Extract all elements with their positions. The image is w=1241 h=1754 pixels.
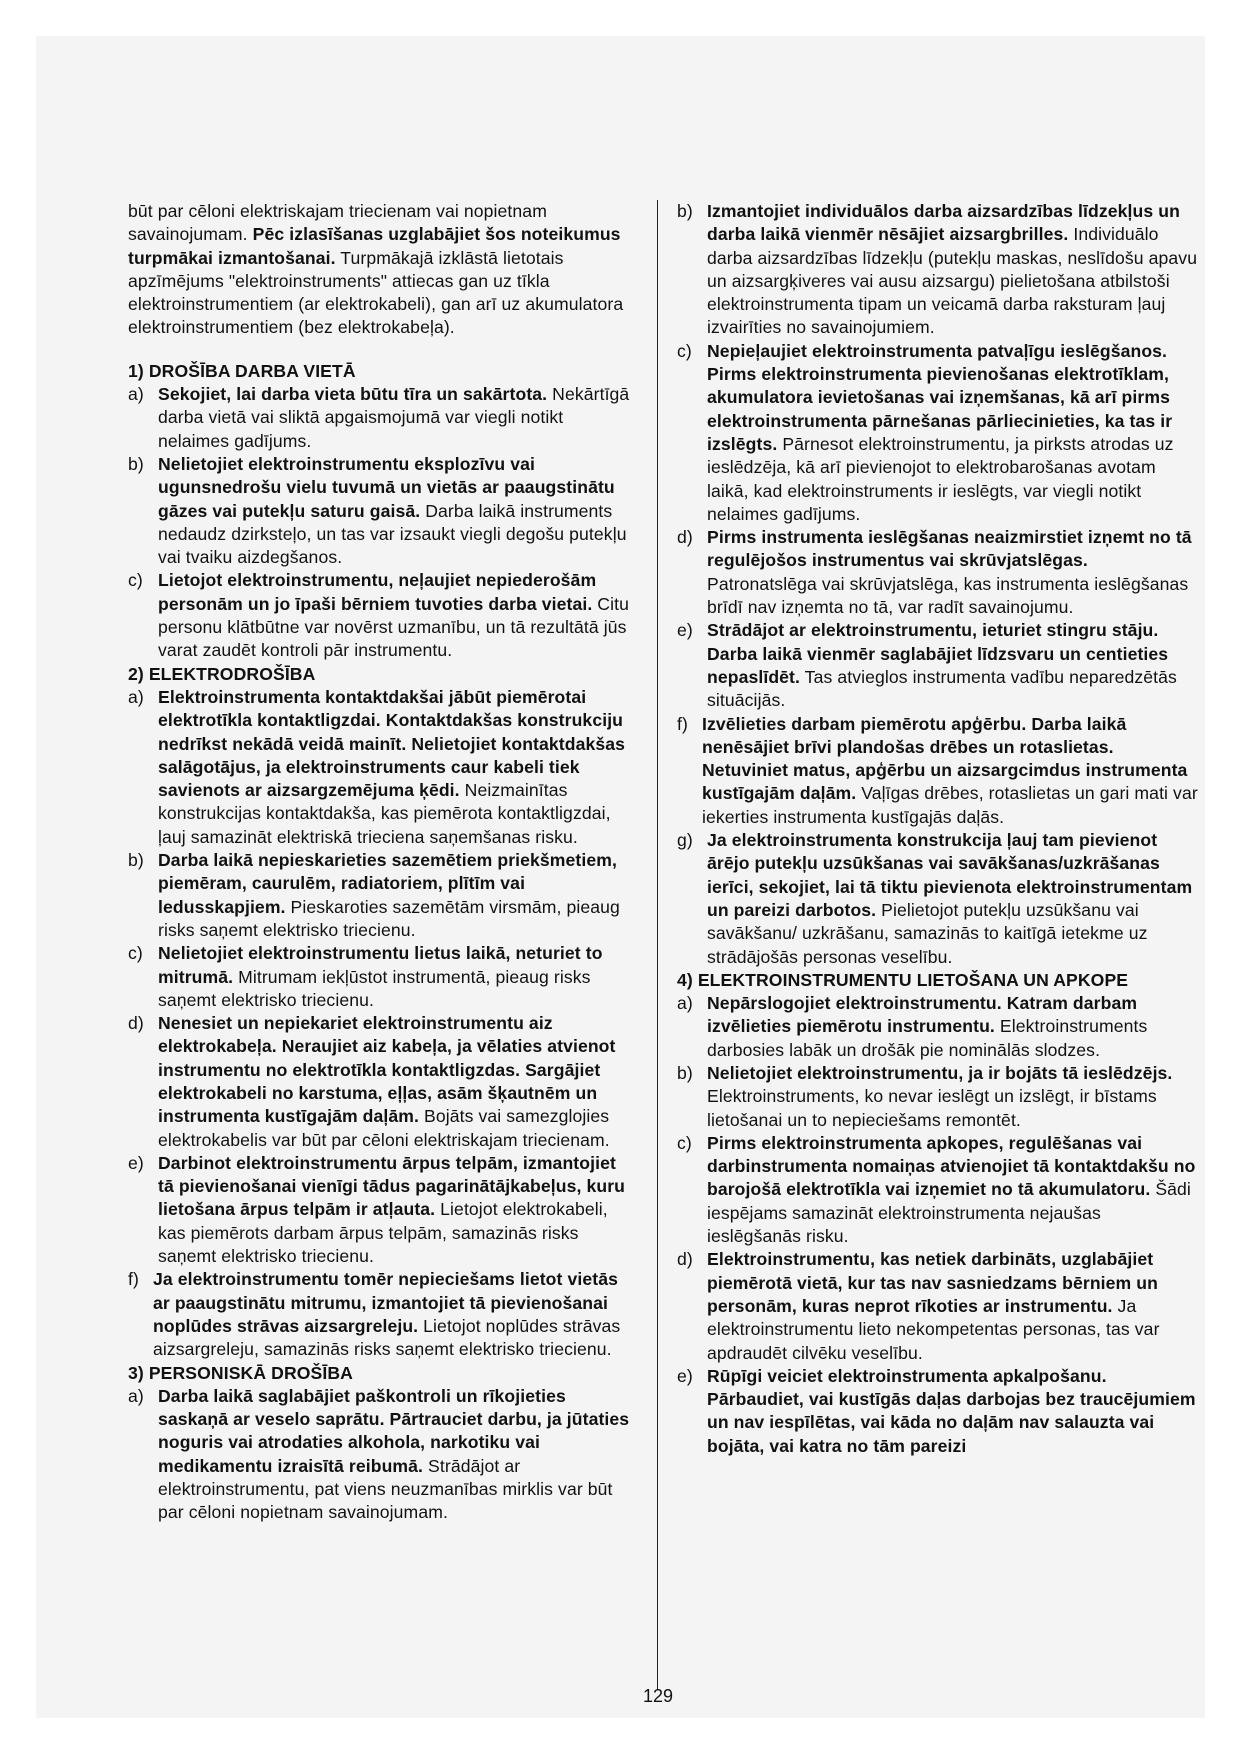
list-item: f) Izvēlieties darbam piemērotu apģērbu. Darba laikā nenēsājiet brīvi plandošas drēbes un rotaslietas. Netuviniet matus, apģērbu un aizsargcimdus instrumenta kustīgajām daļām. Vaļīgas drēbes, rotaslietas un gari mati var iekerties instrumenta kustīgajās daļās. (677, 713, 1198, 827)
list-item: c) Nepieļaujiet elektroinstrumenta patvaļīgu ieslēgšanos. Pirms elektroinstrumenta pievienošanas elektrotīklam, akumulatora ievietošanas vai izņemšanas, kā arī pirms elektroinstrumenta pārnešanas pārliecinieties, ka tas ir izslēgts. Pārnesot elektroinstrumentu, ja pirksts atrodas uz ieslēdzēja, kā arī pievienojot to elektrobarošanas avotam laikā, kad elektroinstruments ir ieslēgts, var viegli notikt nelaimes gadījums. (677, 340, 1174, 524)
list-item: c) Pirms elektroinstrumenta apkopes, regulēšanas vai darbinstrumenta nomaiņas atvienojiet tā kontaktdakšu no barojošā elektrotīkla vai izņemiet no tā akumulatoru. Šādi iespējams samazināt elektroinstrumenta nejaušas ieslēgšanās risku. (677, 1132, 1196, 1247)
list-item: a) Nepārslogojiet elektroinstrumentu. Katram darbam izvēlieties piemērotu instrumentu. Elektroinstruments darbosies labāk un drošāk pie nominālās slodzes. (677, 993, 1148, 1060)
list-item: d) Nenesiet un nepiekariet elektroinstrumentu aiz elektrokabeļa. Neraujiet aiz kabeļa, ja vēlaties atvienot instrumentu no elektrotīkla kontaktligzdas. Sargājiet elektrokabeli no karstuma, eļļas, asām šķautnēm un instrumenta kustīgajām daļām. Bojāts vai samezglojies elektrokabelis var būt par cēloni elektriskajam triecienam. (128, 1013, 616, 1150)
section-heading-2: 2) ELEKTRODROŠĪBA (128, 663, 316, 684)
list-item: g) Ja elektroinstrumenta konstrukcija ļauj tam pievienot ārējo putekļu uzsūkšanas vai savākšanas/uzkrāšanas ierīci, sekojiet, lai tā tiktu pievienota elektroinstrumentam un pareizi darbotos. Pielietojot putekļu uzsūkšanu vai savākšanu/ uzkrāšanu, samazinās to kaitīgā ietekme uz strādājošās personas veselību. (677, 830, 1193, 967)
list-item: a) Darba laikā saglabājiet paškontroli un rīkojieties saskaņā ar veselo saprātu. Pārtrauciet darbu, ja jūtaties noguris vai atrodaties alkohola, narkotiku vai medikamentu izraisītā reibumā. Strādājot ar elektroinstrumentu, pat viens neuzmanības mirklis var būt par cēloni nopietnam savainojumam. (128, 1385, 630, 1523)
list-item: e) Darbinot elektroinstrumentu ārpus telpām, izmantojiet tā pievienošanai vienīgi tādus pagarinātājkabeļus, kuru lietošana ārpus telpām ir atļauta. Lietojot elektrokabeli, kas piemērots darbam ārpus telpām, samazinās risks saņemt elektrisko triecienu. (128, 1152, 625, 1267)
list-item: b) Izmantojiet individuālos darba aizsardzības līdzekļus un darba laikā vienmēr nēsājiet aizsargbrilles. Individuālo darba aizsardzības līdzekļu (putekļu maskas, neslīdošu apavu un aizsargķiveres vai ausu aizsargu) pielietošana atbilstoši elektroinstrumenta tipam un veicamā darba raksturam ļauj izvairīties no savainojumiem. (677, 201, 1198, 338)
column-divider (657, 200, 658, 1690)
list-item: e) Rūpīgi veiciet elektroinstrumenta apkalpošanu. Pārbaudiet, vai kustīgās daļas darbojas bez traucējumiem un nav iespīlētas, vai kāda no daļām nav salauzta vai bojāta, vai katra no tām pareizi (677, 1365, 1196, 1456)
section-heading-4: 4) ELEKTROINSTRUMENTU LIETOŠANA UN APKOPE (677, 969, 1129, 990)
left-column (128, 200, 636, 1525)
list-item: b) Nelietojiet elektroinstrumentu, ja ir bojāts tā ieslēdzējs. Elektroinstruments, ko nevar ieslēgt un izslēgt, ir bīstams lietošanai un to nepieciešams remontēt. (677, 1062, 1173, 1130)
list-item: f) Ja elektroinstrumentu tomēr nepieciešams lietot vietās ar paaugstinātu mitrumu, izmantojiet tā pievienošanai noplūdes strāvas aizsargreleju. Lietojot noplūdes strāvas aizsargreleju, samazinās risks saņemt elektrisko triecienu. (128, 1269, 621, 1360)
list-item: a) Elektroinstrumenta kontaktdakšai jābūt piemērotai elektrotīkla kontaktligzdai. Kontaktdakšas konstrukciju nedrīkst nekādā veidā mainīt. Nelietojiet kontaktdakšas salāgotājus, ja elektroinstruments caur kabeli tiek savienots ar aizsargzemējuma ķēdi. Neizmainītas konstrukcijas kontaktdakša, kas piemērota kontaktligzdai, ļauj samazināt elektriskā trieciena saņemšanas risku. (128, 686, 626, 847)
section-heading-1: 1) DROŠĪBA DARBA VIETĀ (128, 360, 356, 381)
list-item: d) Pirms instrumenta ieslēgšanas neaizmirstiet izņemt no tā regulējošos instrumentus vai skrūvjatslēgas. Patronatslēga vai skrūvjatslēga, kas instrumenta ieslēgšanas brīdī nav izņemta no tā, var radīt savainojumu. (677, 527, 1192, 618)
intro-paragraph: būt par cēloni elektriskajam triecienam vai nopietnam savainojumam. Pēc izlasīšanas uzglabājiet šos noteikumus turpmākai izmantošanai. Turpmākajā izklāstā lietotais apzīmējums "elektroinstruments" attiecas gan uz tīkla elektroinstrumentiem (ar elektrokabeli), gan arī uz akumulatora elektroinstrumentiem (bez elektrokabeļa). (128, 201, 624, 338)
list-item: c) Nelietojiet elektroinstrumentu lietus laikā, neturiet to mitrumā. Mitrumam iekļūstot instrumentā, pieaug risks saņemt elektrisko triecienu. (128, 943, 603, 1010)
list-item: a) Sekojiet, lai darba vieta būtu tīra un sakārtota. Nekārtīgā darba vietā vai sliktā apgaismojumā var viegli notikt nelaimes gadījums. (128, 384, 630, 451)
right-column (677, 200, 1199, 1458)
list-item: e) Strādājot ar elektroinstrumentu, ieturiet stingru stāju. Darba laikā vienmēr saglabājiet līdzsvaru un centieties nepaslīdēt. Tas atvieglos instrumenta vadību neparedzētās situācijās. (677, 620, 1177, 711)
list-item: b) Nelietojiet elektroinstrumentu eksplozīvu vai ugunsnedrošu vielu tuvumā un vietās ar paaugstinātu gāzes vai putekļu saturu gaisā. Darba laikā instruments nedaudz dzirksteļo, un tas var izsaukt viegli degošu putekļu vai tvaiku aizdegšanos. (128, 453, 627, 568)
section-heading-3: 3) PERSONISKĀ DROŠĪBA (128, 1362, 353, 1383)
page-number: 129 (642, 1686, 674, 1706)
list-item: b) Darba laikā nepieskarieties sazemētiem priekšmetiem, piemēram, caurulēm, radiatoriem, plītīm vai ledusskapjiem. Pieskaroties sazemētām virsmām, pieaug risks saņemt elektrisko triecienu. (128, 850, 620, 940)
manual-page (36, 36, 1205, 1718)
list-item: d) Elektroinstrumentu, kas netiek darbināts, uzglabājiet piemērotā vietā, kur tas nav sasniedzams bērniem un personām, kuras neprot rīkoties ar instrumentu. Ja elektroinstrumentu lieto nekompetentas personas, tas var apdraudēt cilvēku veselību. (677, 1249, 1160, 1363)
list-item: c) Lietojot elektroinstrumentu, neļaujiet nepiederošām personām un jo īpaši bērniem tuvoties darba vietai. Citu personu klātbūtne var novērst uzmanību, un tā rezultātā jūs varat zaudēt kontroli pār instrumentu. (128, 570, 629, 661)
